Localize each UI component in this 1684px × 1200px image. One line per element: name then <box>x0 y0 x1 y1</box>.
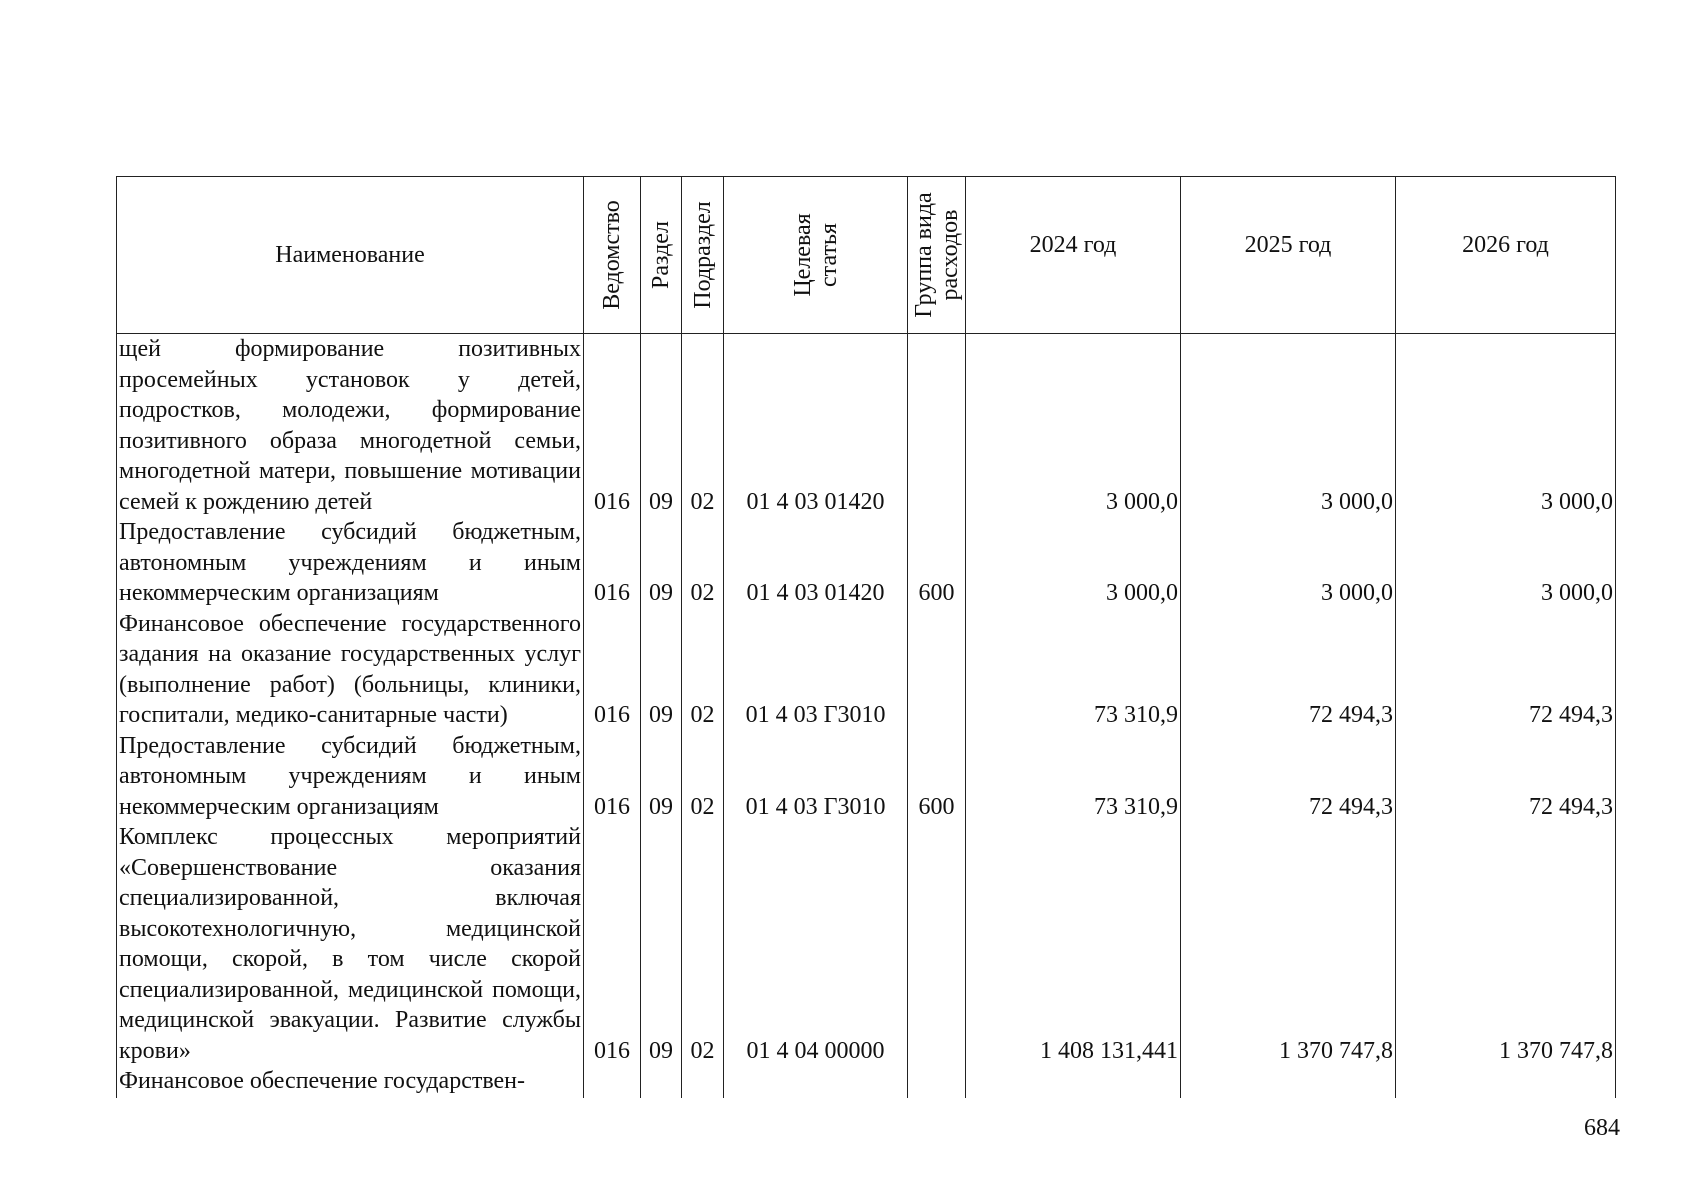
header-razdel: Раздел <box>641 177 682 334</box>
row-vedomstvo: 016 <box>584 517 641 609</box>
row-podrazdel: 02 <box>682 517 724 609</box>
header-expense-group <box>908 177 966 334</box>
page-number: 684 <box>1584 1115 1620 1141</box>
row-target: 01 4 03 Г3010 <box>724 609 908 731</box>
row-target: 01 4 03 Г3010 <box>724 731 908 823</box>
row-group <box>908 609 966 731</box>
row-name: Комплекс процессных мероприятий «Совершенствование оказания специализированной, включая высокотехнологичную, медицинской помощи, скорой, в том числе скорой специализированной, медицинской помощи, медицинской эвакуации. Развитие службы крови» <box>117 822 584 1066</box>
budget-table <box>116 176 1616 1098</box>
row-2025: 1 370 747,8 <box>1181 822 1396 1066</box>
row-name: щей формирование позитивных просемейных установок у детей, подростков, молодежи, формирование позитивного образа многодетной семьи, многодетной матери, повышение мотивации семей к рождению детей <box>117 334 584 518</box>
row-podrazdel <box>682 1066 724 1098</box>
row-2026: 72 494,3 <box>1396 609 1616 731</box>
table-row <box>117 1066 1616 1098</box>
row-2026: 3 000,0 <box>1396 517 1616 609</box>
header-2025: 2025 год <box>1181 177 1396 334</box>
table-row <box>117 609 1616 731</box>
row-razdel <box>641 1066 682 1098</box>
row-vedomstvo: 016 <box>584 334 641 518</box>
row-razdel: 09 <box>641 609 682 731</box>
row-name: Финансовое обеспечение государствен- <box>117 1066 584 1098</box>
row-razdel: 09 <box>641 334 682 518</box>
header-group-line2: расходов <box>936 209 963 301</box>
row-2024: 3 000,0 <box>966 334 1181 518</box>
row-vedomstvo: 016 <box>584 731 641 823</box>
header-target-line1: Целевая <box>789 213 816 297</box>
row-group <box>908 822 966 1066</box>
row-2024: 73 310,9 <box>966 609 1181 731</box>
row-target: 01 4 04 00000 <box>724 822 908 1066</box>
row-podrazdel: 02 <box>682 334 724 518</box>
table-row <box>117 334 1616 518</box>
table-row <box>117 731 1616 823</box>
row-group: 600 <box>908 731 966 823</box>
row-2026: 1 370 747,8 <box>1396 822 1616 1066</box>
row-target: 01 4 03 01420 <box>724 517 908 609</box>
row-2025: 3 000,0 <box>1181 517 1396 609</box>
row-target <box>724 1066 908 1098</box>
header-vedomstvo: Ведомство <box>584 177 641 334</box>
header-podrazdel: Подраздел <box>682 177 724 334</box>
row-vedomstvo: 016 <box>584 609 641 731</box>
header-name: Наименование <box>117 177 584 334</box>
row-group <box>908 334 966 518</box>
header-group-line1: Группа вида <box>910 192 937 318</box>
row-name: Предоставление субсидий бюджетным, автономным учреждениям и иным некоммерческим организациям <box>117 731 584 823</box>
row-2025: 3 000,0 <box>1181 334 1396 518</box>
row-2026 <box>1396 1066 1616 1098</box>
row-vedomstvo: 016 <box>584 822 641 1066</box>
row-podrazdel: 02 <box>682 731 724 823</box>
row-2024: 1 408 131,441 <box>966 822 1181 1066</box>
row-2026: 3 000,0 <box>1396 334 1616 518</box>
table-row <box>117 822 1616 1066</box>
row-razdel: 09 <box>641 822 682 1066</box>
row-2024 <box>966 1066 1181 1098</box>
header-2026: 2026 год <box>1396 177 1616 334</box>
row-name: Финансовое обеспечение государственного задания на оказание государственных услуг (выполнение работ) (больницы, клиники, госпитали, медико-санитарные части) <box>117 609 584 731</box>
row-target: 01 4 03 01420 <box>724 334 908 518</box>
row-2025: 72 494,3 <box>1181 609 1396 731</box>
row-podrazdel: 02 <box>682 822 724 1066</box>
row-2024: 3 000,0 <box>966 517 1181 609</box>
row-vedomstvo <box>584 1066 641 1098</box>
row-razdel: 09 <box>641 517 682 609</box>
row-2026: 72 494,3 <box>1396 731 1616 823</box>
row-group: 600 <box>908 517 966 609</box>
row-podrazdel: 02 <box>682 609 724 731</box>
row-2025 <box>1181 1066 1396 1098</box>
row-name: Предоставление субсидий бюджетным, автономным учреждениям и иным некоммерческим организациям <box>117 517 584 609</box>
row-2025: 72 494,3 <box>1181 731 1396 823</box>
header-target-article <box>724 177 908 334</box>
row-group <box>908 1066 966 1098</box>
row-razdel: 09 <box>641 731 682 823</box>
row-2024: 73 310,9 <box>966 731 1181 823</box>
header-row <box>117 177 1616 334</box>
table-row <box>117 517 1616 609</box>
header-target-line2: статья <box>815 223 842 287</box>
header-2024: 2024 год <box>966 177 1181 334</box>
